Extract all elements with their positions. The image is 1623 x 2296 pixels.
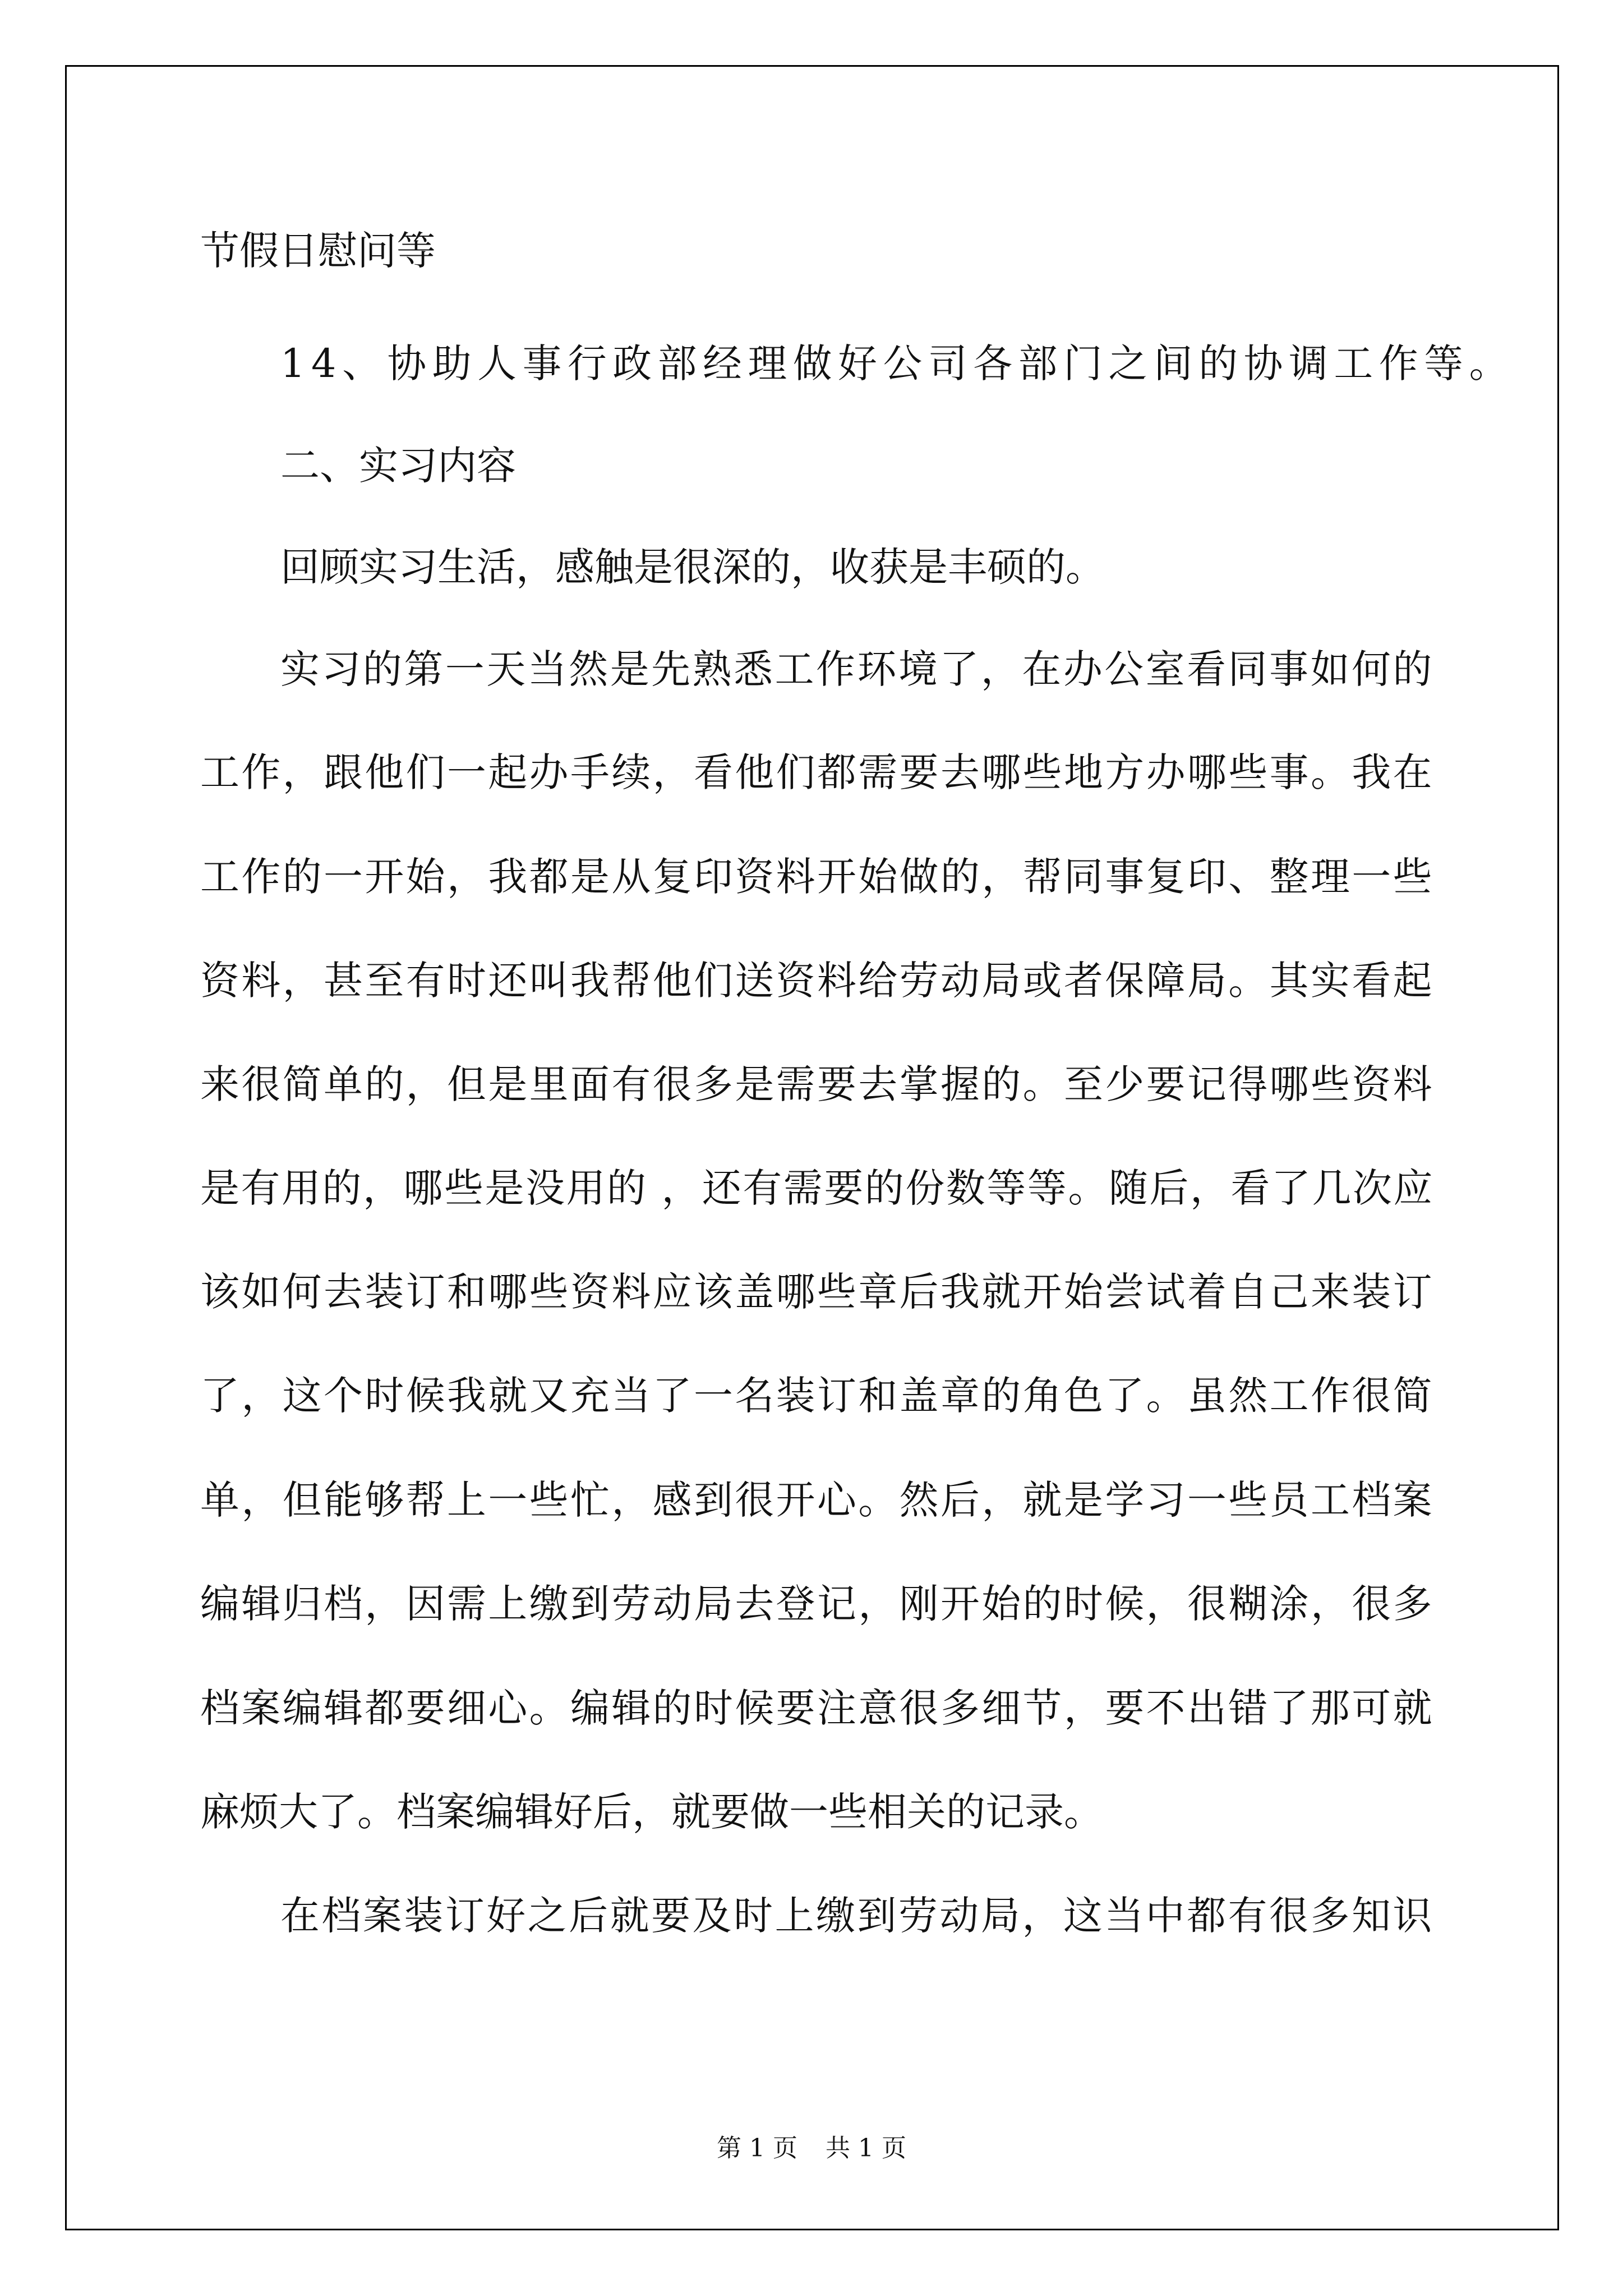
paragraph-line: 麻烦大了。档案编辑好后，就要做一些相关的记录。 — [200, 1789, 1103, 1835]
text-line: 节假日慰问等 — [200, 228, 436, 274]
paragraph-line: 资料，甚至有时还叫我帮他们送资料给劳动局或者保障局。其实看起 — [200, 958, 1434, 1004]
paragraph-line: 该如何去装订和哪些资料应该盖哪些章后我就开始尝试着自己来装订 — [200, 1269, 1434, 1315]
paragraph-line: 工作的一开始，我都是从复印资料开始做的，帮同事复印、整理一些 — [200, 854, 1434, 900]
paragraph-line: 编辑归档，因需上缴到劳动局去登记，刚开始的时候，很糊涂，很多 — [200, 1581, 1434, 1627]
paragraph-line: 实习的第一天当然是先熟悉工作环境了，在办公室看同事如何的 — [280, 646, 1434, 692]
paragraph-line: 在档案装订好之后就要及时上缴到劳动局，这当中都有很多知识 — [280, 1893, 1434, 1939]
paragraph-line: 工作，跟他们一起办手续，看他们都需要去哪些地方办哪些事。我在 — [200, 749, 1434, 795]
section-heading: 二、实习内容 — [280, 443, 516, 489]
page-number-current: 第 1 页 — [717, 2134, 797, 2162]
paragraph-line: 档案编辑都要细心。编辑的时候要注意很多细节，要不出错了那可就 — [200, 1685, 1434, 1731]
list-item-14: 14、协助人事行政部经理做好公司各部门之间的协调工作等。 — [280, 341, 1514, 386]
page-footer — [0, 2132, 1623, 2165]
page-number-total: 共 1 页 — [826, 2134, 906, 2162]
paragraph-line: 是有用的，哪些是没用的 ，还有需要的份数等等。随后，看了几次应 — [200, 1165, 1434, 1211]
paragraph-line: 了，这个时候我就又充当了一名装订和盖章的角色了。虽然工作很简 — [200, 1373, 1434, 1419]
paragraph-line: 来很简单的，但是里面有很多是需要去掌握的。至少要记得哪些资料 — [200, 1061, 1434, 1107]
paragraph-line: 回顾实习生活，感触是很深的，收获是丰硕的。 — [280, 544, 1105, 590]
paragraph-line: 单，但能够帮上一些忙，感到很开心。然后，就是学习一些员工档案 — [200, 1477, 1434, 1523]
